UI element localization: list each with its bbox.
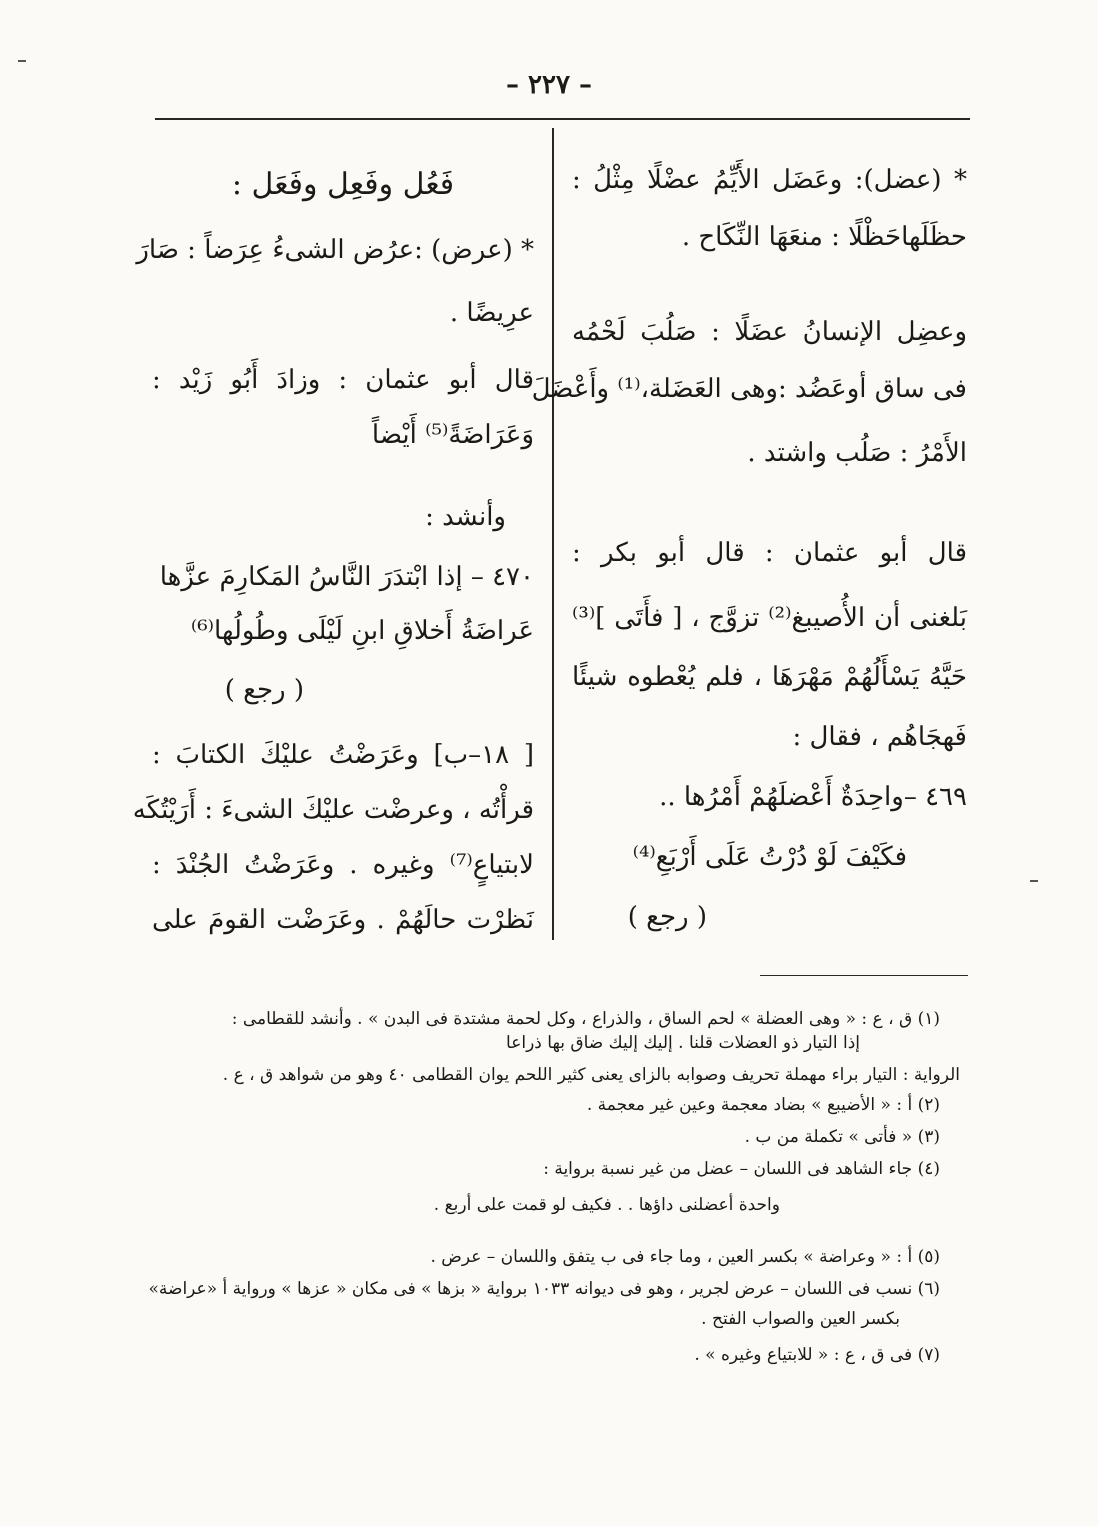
footnote-verse: إذا التيار ذو العضلات قلنا . إليك إليك ضاق بها ذراعا — [506, 1033, 860, 1053]
footnote-1: (١) ق ، ع : « وهى العضلة » لحم الساق ، والذراع ، وكل لحمة مشتدة فى البدن » . وأنشد للقطامى : — [231, 1009, 940, 1029]
verse-line: فكَيْفَ لَوْ دُرْتُ عَلَى أَرْبَعِ⁽⁴⁾ — [632, 842, 907, 872]
footnote-5: (٥) أ : « وعراضة » بكسر العين ، وما جاء فى ب يتفق واللسان – عرض . — [430, 1247, 940, 1267]
footnote-6: (٦) نسب فى اللسان – عرض لجرير ، وهو فى ديوانه ١٠٣٣ برواية « بزها » فى مكان « عزها » ورواية أ «عراضة» — [148, 1279, 940, 1299]
entry-headword-adl: * (عضل): وعَضَل الأَيِّمُ عضْلًا مِثْلُ : — [572, 165, 967, 195]
text-line: قال أبو عثمان : وزادَ أَبُو زَيْد : — [152, 365, 534, 395]
footnote-continuation: بكسر العين والصواب الفتح . — [701, 1309, 900, 1329]
text-line: الأَمْرُ : صَلُب واشتد . — [747, 438, 967, 468]
verse-line: عَراضَةُ أَخلاقِ ابنِ لَيْلَى وطُولُها⁽⁶⁾ — [190, 616, 534, 646]
text-line: نَظرْت حالَهُمْ . وعَرَضْت القومَ على — [152, 905, 534, 935]
section-heading: فَعُل وفَعِل وفَعَل : — [231, 167, 455, 202]
text-line: فى ساق أوعَضُد :وهى العَضَلة،⁽¹⁾ وأَعْضَلَ — [531, 374, 967, 404]
scan-mark — [1030, 880, 1038, 882]
reference-marker: ( رجع ) — [627, 902, 707, 932]
text-line: [ ١٨–ب] وعَرَضْتُ عليْكَ الكتابَ : — [152, 740, 534, 770]
reference-marker: ( رجع ) — [224, 675, 304, 705]
footnote-7: (٧) فى ق ، ع : « للابتياع وغيره » . — [694, 1345, 940, 1365]
verse-line: ٤٧٠ – إذا ابْتدَرَ النَّاسُ المَكارِمَ عزَّها — [159, 562, 534, 592]
page-number: – ٢٢٧ – — [505, 70, 593, 100]
footnote-3: (٣) « فأتى » تكملة من ب . — [744, 1127, 940, 1147]
header-rule — [155, 118, 970, 120]
entry-headword-ard: * (عرض) :عرُض الشىءُ عِرَضاً : صَارَ — [136, 235, 534, 265]
text-line: فَهجَاهُم ، فقال : — [792, 722, 967, 752]
verse-line: ٤٦٩ –واحِدَةٌ أَعْضلَهُمْ أَمْرُها .. — [659, 782, 967, 812]
text-line: وعضِل الإنسانُ عضَلًا : صَلُبَ لَحْمُه — [572, 317, 967, 347]
footnote-2: (٢) أ : « الأضيبع » بضاد معجمة وعين غير معجمة . — [586, 1095, 940, 1115]
column-divider — [552, 128, 554, 940]
text-line: وَعَرَاضَةً⁽⁵⁾ أَيْضاً — [371, 420, 534, 450]
text-line: قال أبو عثمان : قال أبو بكر : — [572, 538, 967, 568]
text-line: حظَلَهاحَظْلًا : منعَهَا النِّكَاح . — [681, 222, 967, 252]
scan-mark — [18, 60, 26, 62]
text-line: لابتياعٍ⁽⁷⁾ وغيره . وعَرَضْتُ الجُنْدَ : — [152, 850, 534, 880]
text-line: وأنشد : — [425, 502, 506, 532]
text-line: عرِيضًا . — [449, 298, 534, 328]
text-line: حَيَّهُ يَسْأَلُهُمْ مَهْرَهَا ، فلم يُعْطوه شيئًا — [572, 662, 967, 692]
footnote-verse: واحدة أعضلنى داؤها . . فكيف لو قمت على أربع . — [433, 1195, 780, 1215]
text-line: بَلغنى أن الأُصيبغ⁽²⁾ تزوَّج ، [ فأَتَى ]⁽³⁾ — [572, 603, 968, 633]
footnote-continuation: الرواية : التيار براء مهملة تحريف وصوابه بالزاى يعنى كثير اللحم يوان القطامى ٤٠ وهو من شواهد ق ، ع . — [222, 1065, 960, 1085]
footnote-4: (٤) جاء الشاهد فى اللسان – عضل من غير نسبة برواية : — [543, 1159, 940, 1179]
footnote-rule — [760, 975, 968, 976]
text-line: قرأْتُه ، وعرضْت عليْكَ الشىءَ : أَرَيْتُكَه — [132, 795, 534, 825]
